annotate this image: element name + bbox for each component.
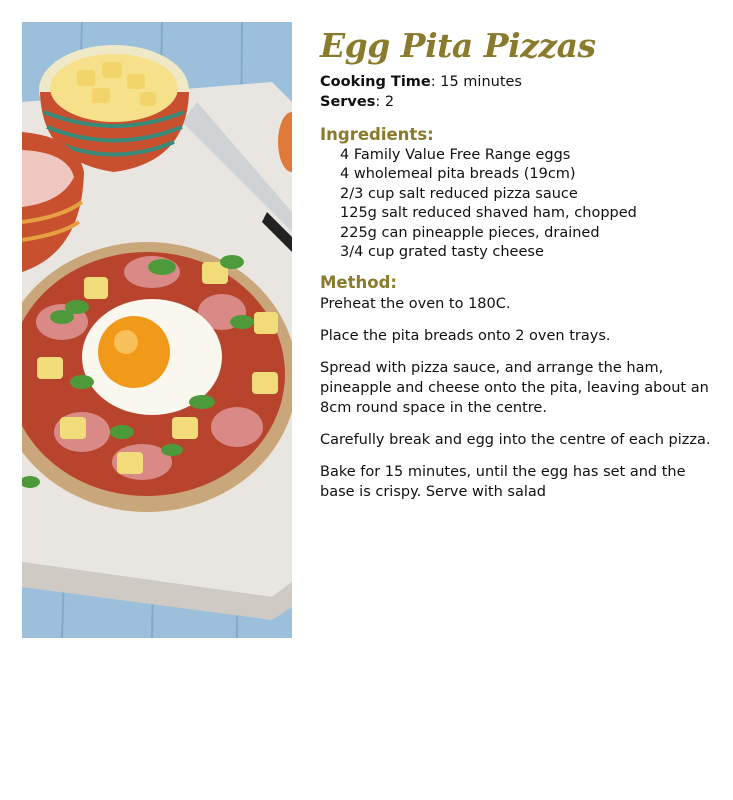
method-steps: [320, 294, 715, 502]
ingredients-heading: Ingredients:: [320, 125, 434, 144]
method-step: Bake for 15 minutes, until the egg has set and the base is crispy. Serve with salad: [320, 464, 686, 501]
cooking-time-value: : 15 minutes: [430, 74, 522, 90]
ingredient-item: 4 wholemeal pita breads (19cm): [340, 166, 576, 183]
cooking-time-line: [320, 72, 715, 92]
method-step: Preheat the oven to 180C.: [320, 296, 511, 313]
recipe-content: [320, 26, 715, 514]
method-step: Carefully break and egg into the centre of each pizza.: [320, 432, 711, 449]
ingredients-list: [320, 146, 715, 262]
method-heading: Method:: [320, 273, 397, 293]
ingredient-item: 3/4 cup grated tasty cheese: [340, 244, 544, 261]
ingredient-item: 125g salt reduced shaved ham, chopped: [340, 205, 637, 222]
recipe-photo: [22, 22, 292, 638]
recipe-title: Egg Pita Pizzas: [320, 26, 596, 65]
ingredient-item: 225g can pineapple pieces, drained: [340, 224, 600, 241]
serves-line: [320, 92, 715, 112]
serves-label: Serves: [320, 94, 376, 110]
method-step: Place the pita breads onto 2 oven trays.: [320, 328, 611, 345]
serves-value: : 2: [375, 94, 395, 110]
ingredient-item: 4 Family Value Free Range eggs: [340, 147, 571, 163]
cooking-time-label: Cooking Time: [320, 74, 431, 90]
ingredient-item: 2/3 cup salt reduced pizza sauce: [340, 185, 578, 202]
method-step: Spread with pizza sauce, and arrange the ham, pineapple and cheese onto the pita, leaving about an 8cm round space in the centre.: [320, 360, 709, 417]
pizza-photo-illustration: [22, 22, 292, 638]
